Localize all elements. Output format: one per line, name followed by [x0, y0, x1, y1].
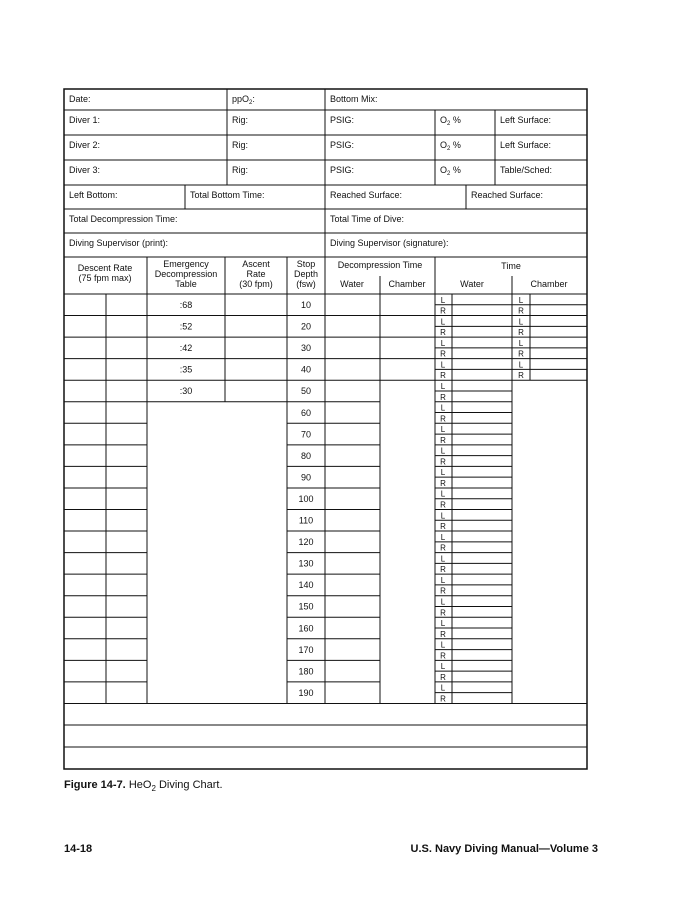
time-water-right-label: R: [440, 694, 446, 704]
figure-title-sub: 2: [151, 784, 156, 794]
stop-depth-value: 60: [300, 407, 312, 418]
time-water-left-label: L: [440, 360, 446, 370]
time-water-left-label: L: [440, 317, 446, 327]
diver-1-row-label-1: Diver 1:: [69, 115, 101, 125]
stop-depth-value: 50: [300, 386, 312, 397]
time-water-left-label: L: [440, 662, 446, 672]
decompression-time-header: Decompression Time: [337, 260, 423, 270]
time-water-left-label: L: [440, 683, 446, 693]
time-water-right-label: R: [440, 522, 446, 532]
emergency-table-value: :68: [179, 300, 193, 310]
time-chamber-right-label: R: [518, 371, 524, 381]
supervisor-row-label-2: Diving Supervisor (signature):: [330, 238, 449, 248]
date-row-label-3: Bottom Mix:: [330, 94, 378, 104]
time-water-left-label: L: [440, 403, 446, 413]
stop-depth-value: 100: [298, 493, 314, 504]
stop-depth-header: (fsw): [296, 279, 316, 289]
stop-depth-value: 110: [298, 515, 314, 526]
time-water-right-label: R: [440, 586, 446, 596]
stop-depth-value: 30: [300, 343, 312, 354]
time-water-left-label: L: [440, 489, 446, 499]
time-water-left-label: L: [440, 295, 446, 305]
time-water-right-label: R: [440, 672, 446, 682]
time-water-left-label: L: [440, 554, 446, 564]
time-water-right-label: R: [440, 651, 446, 661]
stop-depth-value: 20: [300, 321, 312, 332]
emergency-table-value: :52: [179, 321, 193, 332]
time-water-left-label: L: [440, 425, 446, 435]
time-water-left-label: L: [440, 619, 446, 629]
diver-1-row-label-3: PSIG:: [330, 115, 355, 125]
time-water-right-label: R: [440, 457, 446, 467]
stop-depth-value: 70: [300, 429, 312, 440]
stop-depth-value: 170: [298, 644, 314, 655]
time-water-left-label: L: [440, 511, 446, 521]
time-water-right-label: R: [440, 371, 446, 381]
stop-depth-header: Stop: [296, 259, 316, 269]
emergency-table-header: Decompression: [154, 269, 218, 279]
total-time-row-label-2: Total Time of Dive:: [330, 214, 405, 224]
stop-depth-value: 10: [300, 300, 312, 310]
stop-depth-value: 130: [298, 558, 314, 569]
time-chamber-right-label: R: [518, 328, 524, 338]
diver-3-row-label-4: $O_2$ %: [440, 165, 461, 177]
total-time-row-label-1: Total Decompression Time:: [69, 214, 178, 224]
emergency-table-value: :42: [179, 343, 193, 354]
diver-1-row-label-4: $O_2$ %: [440, 115, 461, 127]
stop-depth-value: 190: [298, 687, 314, 698]
stop-depth-value: 140: [298, 580, 314, 591]
diver-2-row-label-3: PSIG:: [330, 140, 355, 150]
figure-title-post: Diving Chart.: [155, 779, 223, 791]
diver-2-row-label-1: Diver 2:: [69, 140, 101, 150]
time-chamber-right-label: R: [518, 306, 524, 316]
stop-depth-value: 120: [298, 537, 314, 548]
date-row-label-2: ppO$_2$:: [232, 94, 255, 106]
time-water-left-label: L: [440, 446, 446, 456]
ascent-rate-header: Ascent: [242, 259, 270, 269]
bottom-time-row-label-4: Reached Surface:: [471, 190, 544, 200]
figure-caption: [64, 779, 223, 793]
date-row-label-1: Date:: [69, 94, 91, 104]
diver-3-row-label-1: Diver 3:: [69, 165, 101, 175]
time-water-right-label: R: [440, 392, 446, 402]
decompression-chamber-header: Chamber: [388, 279, 426, 289]
time-chamber-left-label: L: [518, 317, 524, 327]
emergency-table-header: Table: [175, 279, 197, 289]
time-water-right-label: R: [440, 435, 446, 445]
emergency-table-header: Emergency: [163, 259, 209, 269]
stop-depth-value: 150: [298, 601, 314, 612]
stop-depth-value: 40: [300, 364, 312, 375]
decompression-water-header: Water: [340, 279, 364, 289]
time-water-right-label: R: [440, 478, 446, 488]
diver-2-row-label-4: $O_2$ %: [440, 140, 461, 152]
supervisor-row-label-1: Diving Supervisor (print):: [69, 238, 169, 248]
time-water-left-label: L: [440, 338, 446, 348]
time-water-left-label: L: [440, 532, 446, 542]
diver-2-row-label-2: Rig:: [232, 140, 249, 150]
time-water-left-label: L: [440, 381, 446, 391]
figure-title-pre: HeO: [128, 779, 152, 791]
stop-depth-value: 90: [300, 472, 312, 483]
page-number: 14-18: [64, 843, 93, 855]
emergency-table-value: :30: [179, 386, 193, 397]
time-water-left-label: L: [440, 468, 446, 478]
diver-3-row-label-5: Table/Sched:: [500, 165, 553, 175]
ascent-rate-header: Rate: [246, 269, 266, 279]
time-water-right-label: R: [440, 608, 446, 618]
manual-title: U.S. Navy Diving Manual—Volume 3: [410, 843, 598, 855]
time-water-left-label: L: [440, 640, 446, 650]
time-water-right-label: R: [440, 306, 446, 316]
ascent-rate-header: (30 fpm): [239, 279, 273, 289]
diver-3-row-label-2: Rig:: [232, 165, 249, 175]
diver-2-row-label-5: Left Surface:: [500, 140, 552, 150]
stop-depth-header: Depth: [293, 269, 319, 279]
descent-rate-header: (75 fpm max): [78, 273, 132, 283]
stop-depth-value: 160: [298, 623, 314, 634]
time-chamber-left-label: L: [518, 338, 524, 348]
time-water-header: Water: [460, 279, 484, 289]
time-water-right-label: R: [440, 349, 446, 359]
time-water-right-label: R: [440, 629, 446, 639]
time-chamber-left-label: L: [518, 295, 524, 305]
time-header: Time: [501, 261, 521, 271]
figure-label: Figure 14-7.: [64, 779, 126, 791]
bottom-time-row-label-2: Total Bottom Time:: [190, 190, 265, 200]
time-water-right-label: R: [440, 328, 446, 338]
time-chamber-right-label: R: [518, 349, 524, 359]
time-chamber-left-label: L: [518, 360, 524, 370]
stop-depth-value: 80: [300, 450, 312, 461]
time-water-left-label: L: [440, 575, 446, 585]
diver-3-row-label-3: PSIG:: [330, 165, 355, 175]
time-chamber-header: Chamber: [530, 279, 568, 289]
descent-rate-header: Descent Rate: [77, 263, 133, 273]
bottom-time-row-label-1: Left Bottom:: [69, 190, 118, 200]
time-water-left-label: L: [440, 597, 446, 607]
diver-1-row-label-5: Left Surface:: [500, 115, 552, 125]
time-water-right-label: R: [440, 500, 446, 510]
time-water-right-label: R: [440, 414, 446, 424]
time-water-right-label: R: [440, 565, 446, 575]
bottom-time-row-label-3: Reached Surface:: [330, 190, 403, 200]
stop-depth-value: 180: [298, 666, 314, 677]
time-water-right-label: R: [440, 543, 446, 553]
diver-1-row-label-2: Rig:: [232, 115, 249, 125]
emergency-table-value: :35: [179, 364, 193, 375]
